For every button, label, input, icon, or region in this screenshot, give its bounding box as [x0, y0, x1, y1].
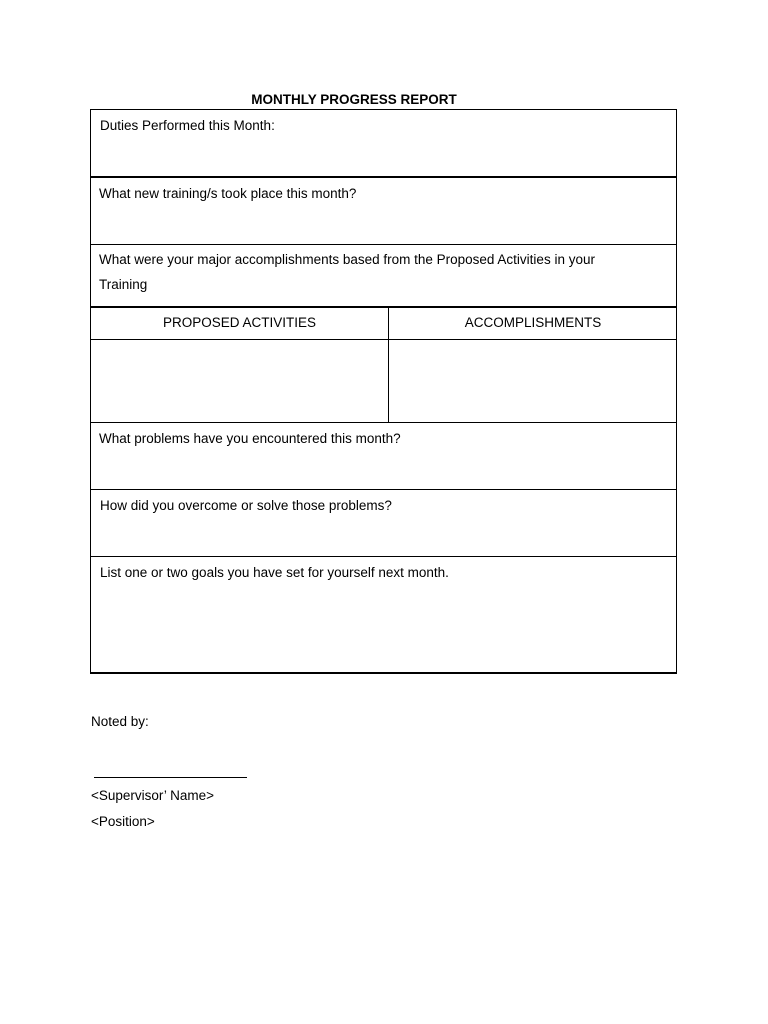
goals-section[interactable]	[91, 557, 676, 673]
accomplishments-question-section	[91, 245, 676, 308]
training-label: What new training/s took place this month?	[99, 186, 357, 201]
accomplishments-question-label: What were your major accomplishments based from the Proposed Activities in your Training	[99, 252, 595, 292]
noted-by-label: Noted by:	[91, 714, 149, 729]
report-form	[90, 109, 677, 674]
supervisor-position: <Position>	[91, 814, 155, 829]
problems-label: What problems have you encountered this month?	[99, 431, 401, 446]
solutions-label: How did you overcome or solve those problems?	[100, 498, 392, 513]
accomplishments-header: ACCOMPLISHMENTS	[464, 315, 602, 330]
problems-section[interactable]	[91, 423, 676, 490]
activities-entry-row	[91, 340, 676, 423]
supervisor-name: <Supervisor’ Name>	[91, 788, 215, 803]
proposed-activities-cell[interactable]	[91, 340, 388, 422]
proposed-activities-header: PROPOSED ACTIVITIES	[162, 315, 317, 330]
solutions-section[interactable]	[91, 490, 676, 557]
report-title: MONTHLY PROGRESS REPORT	[251, 92, 457, 107]
accomplishments-cell[interactable]	[388, 340, 676, 422]
signature-line	[94, 777, 247, 778]
duties-section[interactable]	[91, 110, 676, 178]
training-section[interactable]	[91, 178, 676, 245]
column-divider	[388, 307, 389, 422]
duties-label: Duties Performed this Month:	[100, 118, 275, 133]
goals-label: List one or two goals you have set for yourself next month.	[100, 565, 449, 580]
